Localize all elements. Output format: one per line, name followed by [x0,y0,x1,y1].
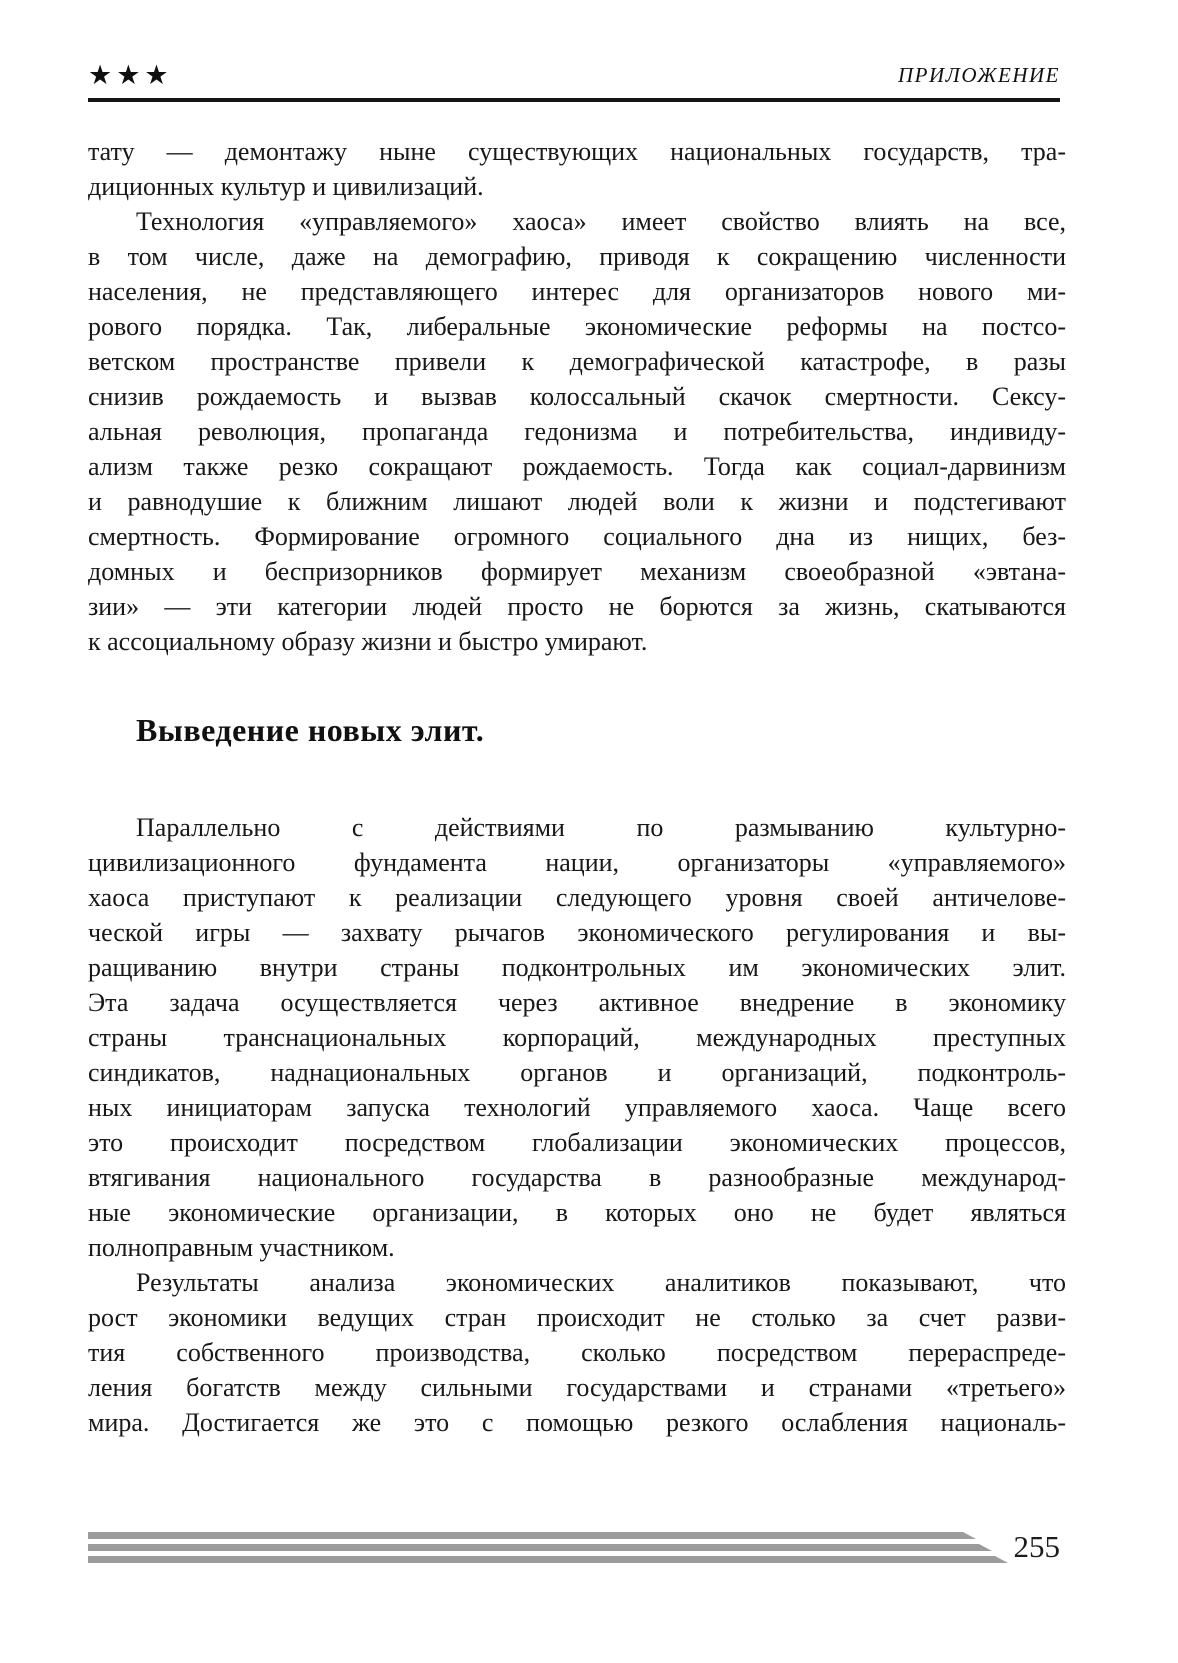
text-line: полноправным участником. [88,1233,395,1262]
text-line: рового порядка. Так, либеральные экономические реформы на постсо- [88,312,1066,341]
text-line: ветском пространстве привели к демографической катастрофе, в разы [88,347,1066,376]
text-line: населения, не представляющего интерес для организаторов нового ми- [88,277,1066,306]
text-line: синдикатов, наднациональных органов и организаций, подконтроль- [88,1058,1066,1087]
text-line: страны транснациональных корпораций, международных преступных [88,1023,1066,1052]
running-title: ПРИЛОЖЕНИЕ [898,63,1060,87]
section-heading: Выведение новых элит. [136,712,485,748]
text-line: тия собственного производства, сколько посредством перераспреде- [88,1338,1066,1367]
text-line: Технология «управляемого» хаоса» имеет свойство влиять на все, [136,207,1066,236]
text-line: мира. Достигается же это с помощью резкого ослабления националь- [88,1408,1066,1437]
page-number: 255 [1013,1529,1060,1564]
footer-stripe-2 [88,1544,992,1551]
text-line: втягивания национального государства в разнообразные международ- [88,1163,1066,1192]
text-line: хаоса приступают к реализации следующего уровня своей античелове- [88,883,1066,912]
text-line: альная революция, пропаганда гедонизма и потребительства, индивиду- [88,417,1066,446]
text-column [88,134,1066,1440]
paragraph [88,134,1066,204]
three-stars-icon: ★★★ [88,60,173,90]
paragraph [88,204,1066,659]
text-line: ления богатств между сильными государствами и странами «третьего» [88,1373,1066,1402]
text-line: ные экономические организации, в которых оно не будет являться [88,1198,1066,1227]
text-line: домных и беспризорников формирует механизм своеобразной «эвтана- [88,557,1066,586]
text-line: ческой игры — захвату рычагов экономического регулирования и вы- [88,918,1066,947]
text-line: в том числе, даже на демографию, приводя к сокращению численности [88,242,1066,271]
text-line: зии» — эти категории людей просто не борются за жизнь, скатываются [88,592,1066,621]
text-line: Эта задача осуществляется через активное внедрение в экономику [88,988,1066,1017]
text-line: цивилизационного фундамента нации, организаторы «управляемого» [88,848,1066,877]
text-line: диционных культур и цивилизаций. [88,172,484,201]
text-line: Результаты анализа экономических аналитиков показывают, что [136,1268,1066,1297]
footer-stripe-1 [88,1532,976,1539]
text-line: Параллельно с действиями по размыванию культурно- [136,813,1066,842]
footer-stripe-fill [88,1544,992,1551]
text-line: ращиванию внутри страны подконтрольных им экономических элит. [88,953,1066,982]
text-line: снизив рождаемость и вызвав колоссальный скачок смертности. Сексу- [88,382,1066,411]
text-line: рост экономики ведущих стран происходит не столько за счет разви- [88,1303,1066,1332]
footer-stripe-fill [88,1532,976,1539]
text-line: ных инициаторам запуска технологий управляемого хаоса. Чаще всего [88,1093,1066,1122]
paragraph [88,810,1066,1265]
text-line: это происходит посредством глобализации экономических процессов, [88,1128,1066,1157]
text-line: тату — демонтажу ныне существующих национальных государств, тра- [88,137,1066,166]
footer-stripe-fill [88,1556,1008,1563]
footer-stripe-3 [88,1556,1008,1563]
text-line: и равнодушие к ближним лишают людей воли к жизни и подстегивают [88,487,1066,516]
text-line: ализм также резко сокращают рождаемость. Тогда как социал-дарвинизм [88,452,1066,481]
header-rule-divider [88,98,1060,102]
text-line: к ассоциальному образу жизни и быстро умирают. [88,627,648,656]
page-header [88,56,1060,90]
text-line: смертность. Формирование огромного социального дна из нищих, без- [88,522,1066,551]
paragraph [88,1265,1066,1440]
